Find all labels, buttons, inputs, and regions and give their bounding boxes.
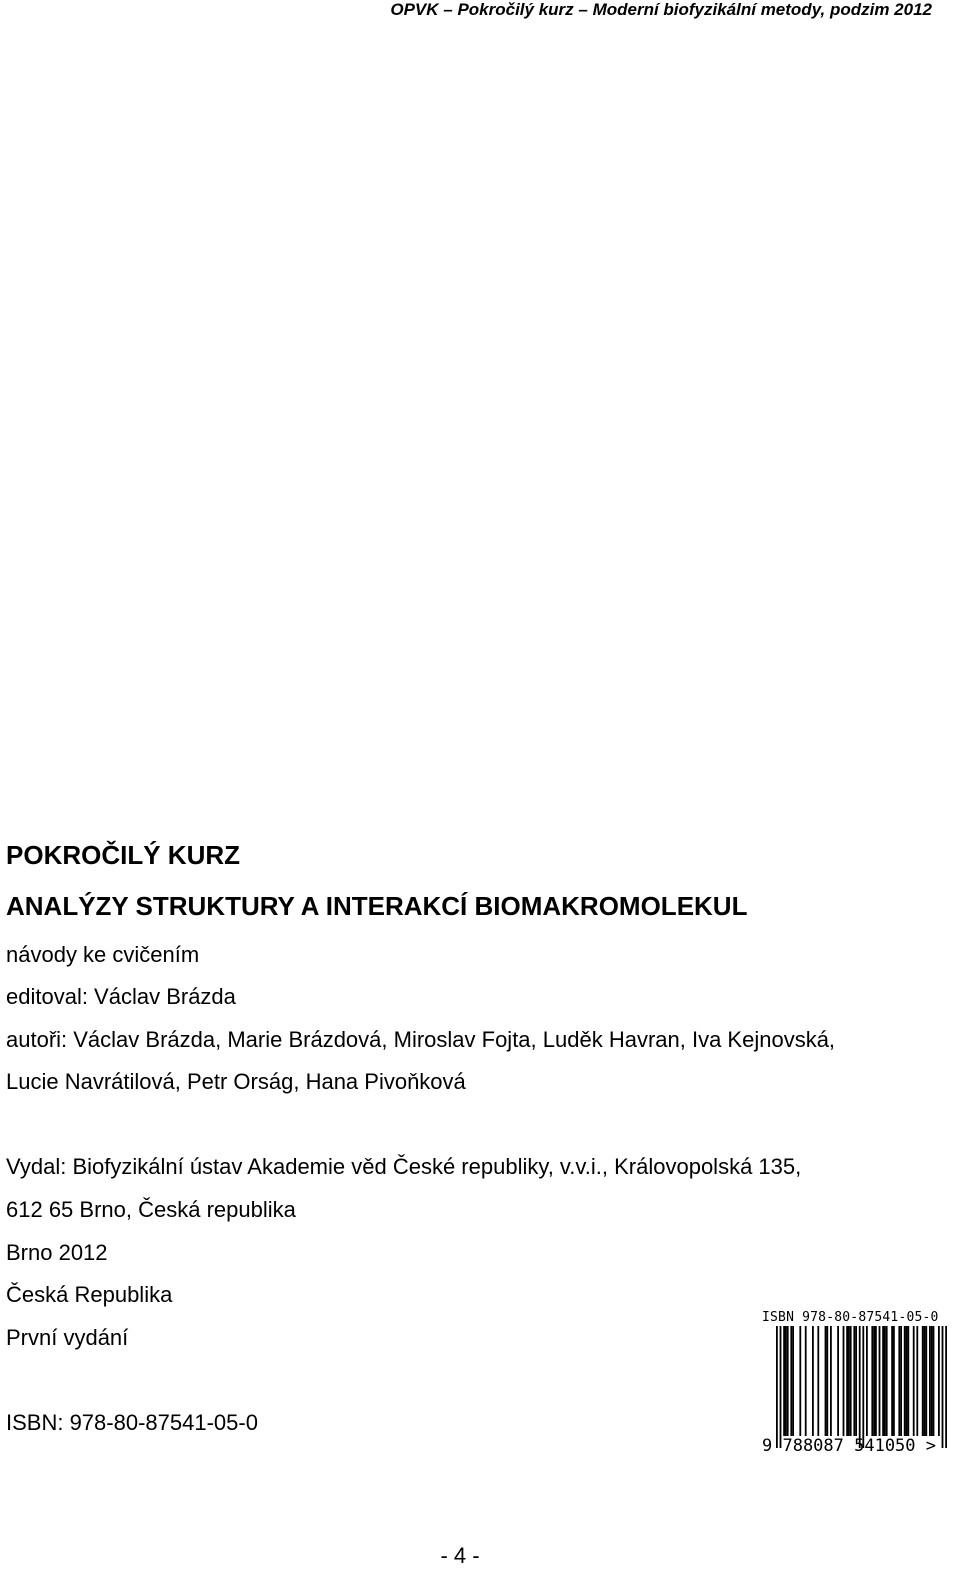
barcode-bar — [785, 1326, 787, 1436]
publisher-line-1: Vydal: Biofyzikální ústav Akademie věd České republiky, v.v.i., Královopolská 135, — [6, 1154, 802, 1179]
barcode-bar — [866, 1326, 868, 1436]
barcode-bar — [855, 1326, 857, 1436]
barcode-bar — [837, 1326, 839, 1436]
title-line-1: POKROČILÝ KURZ — [6, 840, 240, 870]
running-header: OPVK – Pokročilý kurz – Moderní biofyzikální metody, podzim 2012 — [390, 0, 932, 19]
barcode-bar — [848, 1326, 850, 1436]
barcode-bar — [879, 1326, 881, 1436]
barcode-bar — [790, 1326, 792, 1436]
barcode-bar — [843, 1326, 845, 1436]
barcode-bar — [805, 1326, 807, 1436]
barcode-bar — [925, 1326, 927, 1436]
barcode-bar — [924, 1326, 926, 1436]
publisher-line-2: 612 65 Brno, Česká republika — [6, 1197, 296, 1222]
barcode-bar — [853, 1326, 855, 1436]
title-line-2: ANALÝZY STRUKTURY A INTERAKCÍ BIOMAKROMOLEKUL — [6, 891, 748, 921]
barcode-bar — [812, 1326, 814, 1436]
barcode-bar — [900, 1326, 902, 1436]
country: Česká Republika — [6, 1282, 173, 1307]
barcode-guard-bar — [942, 1326, 944, 1448]
editor-line: editoval: Václav Brázda — [6, 984, 236, 1009]
authors-line-1: autoři: Václav Brázda, Marie Brázdová, Miroslav Fojta, Luděk Havran, Iva Kejnovská, — [6, 1027, 836, 1052]
barcode-bar — [904, 1326, 906, 1436]
barcode-bar — [787, 1326, 789, 1436]
barcode-bar — [913, 1326, 915, 1436]
barcode-bar — [893, 1326, 895, 1436]
barcode-bar — [871, 1326, 873, 1436]
barcode-guard-bar — [862, 1326, 864, 1448]
barcode-bottom-label: 9 788087 541050 > — [762, 1436, 936, 1456]
barcode-bar — [875, 1326, 877, 1436]
barcode-bar — [850, 1326, 852, 1436]
barcode-bar — [873, 1326, 875, 1436]
barcode-bar — [916, 1326, 918, 1436]
barcode-guard-bar — [776, 1326, 778, 1448]
edition: První vydání — [6, 1325, 129, 1350]
barcode-bar — [931, 1326, 933, 1436]
barcode-top-label: ISBN 978-80-87541-05-0 — [762, 1310, 939, 1325]
barcode-bar — [826, 1326, 828, 1436]
barcode-bar — [846, 1326, 848, 1436]
page-number: - 4 - — [440, 1543, 480, 1568]
barcode-bar — [933, 1326, 935, 1436]
barcode-bar — [898, 1326, 900, 1436]
barcode-bar — [825, 1326, 827, 1436]
subtitle: návody ke cvičením — [6, 942, 200, 967]
barcode-bar — [882, 1326, 884, 1436]
barcode-bar — [886, 1326, 888, 1436]
authors-line-2: Lucie Navrátilová, Petr Orság, Hana Pivoňková — [6, 1069, 466, 1094]
barcode-bar — [783, 1326, 785, 1436]
barcode-guard-bar — [945, 1326, 947, 1448]
barcode-bar — [938, 1326, 940, 1436]
place-year: Brno 2012 — [6, 1240, 108, 1265]
barcode-bar — [792, 1326, 794, 1436]
barcode-icon — [758, 1308, 958, 1460]
barcode-bar — [922, 1326, 924, 1436]
barcode-bar — [929, 1326, 931, 1436]
barcode-bar — [907, 1326, 909, 1436]
barcode-bar — [817, 1326, 819, 1436]
barcode-guard-bar — [780, 1326, 782, 1448]
barcode-guard-bar — [859, 1326, 861, 1448]
barcode-bar — [799, 1326, 801, 1436]
barcode-bar — [884, 1326, 886, 1436]
isbn-text: ISBN: 978-80-87541-05-0 — [6, 1410, 258, 1435]
barcode-bar — [891, 1326, 893, 1436]
barcode-bar — [830, 1326, 832, 1436]
barcode-bar — [906, 1326, 908, 1436]
